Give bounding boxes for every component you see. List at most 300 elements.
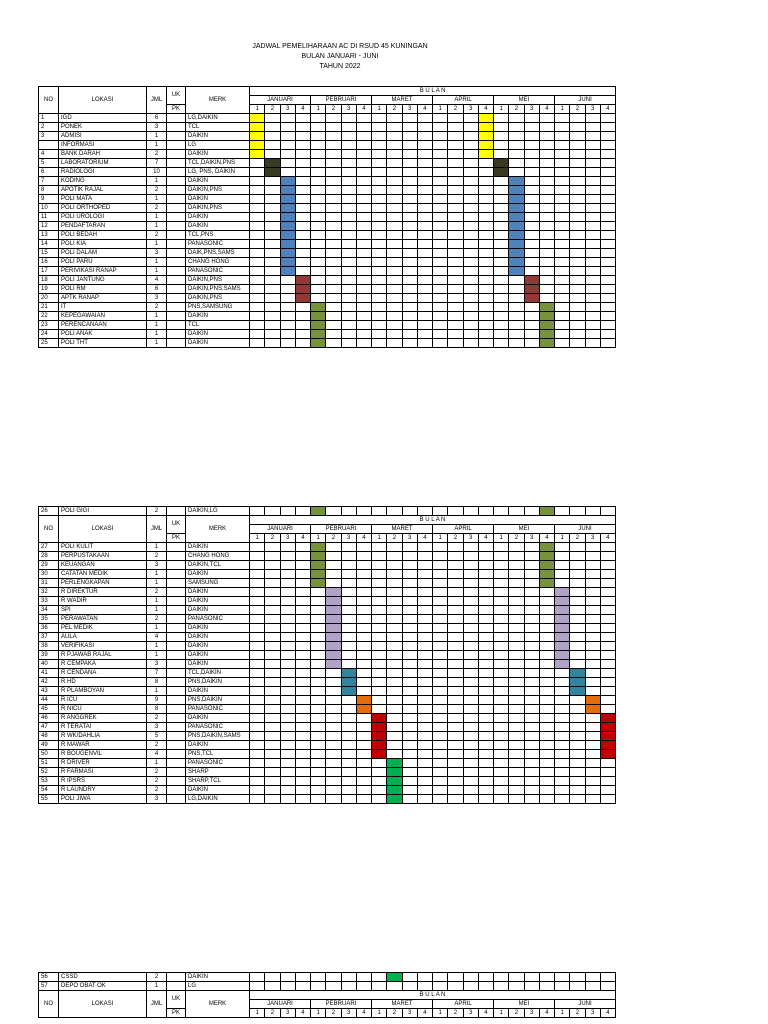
- row-uk: [167, 114, 186, 123]
- schedule-cell: [448, 231, 463, 240]
- week-header: 3: [402, 534, 417, 543]
- schedule-cell: [280, 552, 295, 561]
- schedule-cell: [402, 321, 417, 330]
- schedule-cell: [555, 339, 570, 348]
- schedule-cell-filled: [478, 150, 493, 159]
- schedule-cell: [250, 705, 265, 714]
- schedule-cell: [570, 660, 585, 669]
- schedule-cell: [295, 561, 310, 570]
- schedule-cell: [494, 795, 509, 804]
- schedule-cell: [585, 240, 600, 249]
- schedule-cell: [311, 258, 326, 267]
- schedule-cell: [295, 303, 310, 312]
- schedule-cell: [524, 669, 539, 678]
- schedule-cell: [341, 651, 356, 660]
- row-jml: 3: [147, 660, 167, 669]
- schedule-cell: [524, 777, 539, 786]
- schedule-cell: [478, 177, 493, 186]
- schedule-cell: [326, 543, 341, 552]
- schedule-cell: [280, 276, 295, 285]
- schedule-cell: [265, 732, 280, 741]
- schedule-cell: [433, 195, 448, 204]
- schedule-cell: [402, 795, 417, 804]
- schedule-cell: [372, 678, 387, 687]
- schedule-cell: [494, 642, 509, 651]
- schedule-cell-filled: [326, 642, 341, 651]
- schedule-cell: [295, 588, 310, 597]
- schedule-cell: [250, 159, 265, 168]
- schedule-cell: [311, 186, 326, 195]
- row-jml: 3: [147, 795, 167, 804]
- month-header: JANUARI: [250, 1000, 311, 1009]
- row-uk: [167, 696, 186, 705]
- table-row: [39, 240, 616, 249]
- schedule-cell: [524, 222, 539, 231]
- row-jml: 3: [147, 123, 167, 132]
- schedule-cell: [555, 552, 570, 561]
- schedule-cell: [524, 579, 539, 588]
- row-lokasi: R LAUNDRY: [59, 786, 147, 795]
- schedule-cell-filled: [570, 687, 585, 696]
- row-no: 7: [39, 177, 59, 186]
- schedule-cell: [326, 123, 341, 132]
- schedule-cell: [402, 678, 417, 687]
- schedule-cell: [250, 231, 265, 240]
- row-lokasi: R DRIVER: [59, 759, 147, 768]
- schedule-cell: [524, 982, 539, 991]
- schedule-cell: [433, 651, 448, 660]
- schedule-cell: [372, 615, 387, 624]
- schedule-cell: [417, 303, 432, 312]
- schedule-cell: [280, 588, 295, 597]
- schedule-cell: [356, 786, 371, 795]
- schedule-cell: [448, 507, 463, 516]
- schedule-cell: [265, 982, 280, 991]
- schedule-cell: [600, 982, 615, 991]
- schedule-cell: [280, 150, 295, 159]
- schedule-cell: [250, 552, 265, 561]
- schedule-cell: [570, 750, 585, 759]
- schedule-cell: [295, 168, 310, 177]
- schedule-cell: [356, 597, 371, 606]
- schedule-cell: [372, 231, 387, 240]
- schedule-cell: [494, 543, 509, 552]
- schedule-cell: [356, 732, 371, 741]
- schedule-cell: [448, 195, 463, 204]
- schedule-cell: [402, 982, 417, 991]
- schedule-cell: [600, 303, 615, 312]
- schedule-cell: [372, 973, 387, 982]
- schedule-cell: [250, 660, 265, 669]
- schedule-cell: [387, 678, 402, 687]
- schedule-cell: [356, 982, 371, 991]
- schedule-cell: [311, 741, 326, 750]
- schedule-cell: [265, 213, 280, 222]
- schedule-cell: [326, 222, 341, 231]
- schedule-cell: [372, 570, 387, 579]
- row-lokasi: AULA: [59, 633, 147, 642]
- schedule-cell: [250, 597, 265, 606]
- schedule-cell: [402, 570, 417, 579]
- schedule-cell: [448, 678, 463, 687]
- schedule-cell: [417, 660, 432, 669]
- schedule-cell: [539, 168, 554, 177]
- schedule-cell: [570, 204, 585, 213]
- schedule-cell: [372, 168, 387, 177]
- schedule-cell: [524, 705, 539, 714]
- schedule-cell: [265, 777, 280, 786]
- schedule-cell: [570, 123, 585, 132]
- week-header: 3: [280, 105, 295, 114]
- schedule-cell: [494, 303, 509, 312]
- schedule-cell: [311, 276, 326, 285]
- schedule-cell: [570, 786, 585, 795]
- schedule-cell: [402, 123, 417, 132]
- schedule-cell: [524, 759, 539, 768]
- schedule-cell: [417, 249, 432, 258]
- week-header: 2: [509, 105, 524, 114]
- schedule-cell: [463, 258, 478, 267]
- schedule-cell: [372, 276, 387, 285]
- schedule-cell: [250, 669, 265, 678]
- schedule-cell: [463, 624, 478, 633]
- schedule-cell: [448, 168, 463, 177]
- schedule-cell: [250, 561, 265, 570]
- row-jml: 2: [147, 714, 167, 723]
- week-header: 3: [280, 534, 295, 543]
- schedule-cell: [494, 579, 509, 588]
- schedule-cell: [402, 222, 417, 231]
- week-header: 1: [555, 1009, 570, 1018]
- schedule-cell: [463, 982, 478, 991]
- schedule-cell: [280, 330, 295, 339]
- row-no: 50: [39, 750, 59, 759]
- schedule-cell-filled: [295, 276, 310, 285]
- row-no: 18: [39, 276, 59, 285]
- schedule-cell: [356, 723, 371, 732]
- row-uk: [167, 597, 186, 606]
- schedule-cell: [280, 570, 295, 579]
- schedule-cell: [356, 132, 371, 141]
- schedule-cell: [265, 195, 280, 204]
- schedule-cell: [402, 741, 417, 750]
- row-uk: [167, 588, 186, 597]
- schedule-cell: [433, 303, 448, 312]
- row-merk: SAMSUNG: [186, 579, 250, 588]
- schedule-cell-filled: [311, 552, 326, 561]
- schedule-cell: [280, 597, 295, 606]
- row-uk: [167, 240, 186, 249]
- schedule-cell: [341, 141, 356, 150]
- schedule-cell: [250, 750, 265, 759]
- row-lokasi: RADIOLOGI: [59, 168, 147, 177]
- row-jml: 1: [147, 321, 167, 330]
- schedule-cell: [585, 231, 600, 240]
- table-row: [39, 339, 616, 348]
- row-jml: 4: [147, 633, 167, 642]
- week-header: 4: [295, 1009, 310, 1018]
- schedule-cell: [311, 678, 326, 687]
- schedule-cell: [250, 195, 265, 204]
- schedule-cell: [463, 786, 478, 795]
- schedule-cell: [311, 177, 326, 186]
- schedule-cell: [356, 114, 371, 123]
- schedule-cell: [448, 123, 463, 132]
- schedule-cell: [280, 786, 295, 795]
- schedule-cell: [341, 714, 356, 723]
- schedule-cell: [494, 267, 509, 276]
- schedule-cell: [539, 114, 554, 123]
- week-header: 3: [402, 105, 417, 114]
- schedule-cell: [524, 249, 539, 258]
- schedule-cell: [600, 186, 615, 195]
- schedule-cell: [372, 195, 387, 204]
- schedule-cell: [478, 303, 493, 312]
- schedule-cell: [494, 240, 509, 249]
- header-jml: JML: [147, 87, 167, 114]
- schedule-cell: [433, 714, 448, 723]
- schedule-cell-filled: [524, 276, 539, 285]
- row-lokasi: POLI MATA: [59, 195, 147, 204]
- schedule-cell: [570, 321, 585, 330]
- schedule-cell: [372, 321, 387, 330]
- schedule-cell: [280, 669, 295, 678]
- row-uk: [167, 249, 186, 258]
- row-merk: DAIKIN: [186, 570, 250, 579]
- row-no: 23: [39, 321, 59, 330]
- schedule-cell: [311, 973, 326, 982]
- schedule-cell: [265, 294, 280, 303]
- schedule-cell: [433, 642, 448, 651]
- schedule-cell: [295, 543, 310, 552]
- schedule-cell: [387, 123, 402, 132]
- schedule-cell: [417, 768, 432, 777]
- schedule-cell: [326, 141, 341, 150]
- schedule-cell: [265, 669, 280, 678]
- schedule-cell: [402, 213, 417, 222]
- week-header: 1: [433, 534, 448, 543]
- table-row: [39, 267, 616, 276]
- schedule-cell: [387, 267, 402, 276]
- schedule-cell: [341, 276, 356, 285]
- week-header: 3: [585, 1009, 600, 1018]
- week-header: 4: [600, 1009, 615, 1018]
- row-lokasi: CATATAN MEDIK: [59, 570, 147, 579]
- schedule-cell: [387, 624, 402, 633]
- row-uk: [167, 606, 186, 615]
- schedule-cell: [463, 330, 478, 339]
- schedule-cell: [295, 732, 310, 741]
- schedule-cell: [356, 615, 371, 624]
- row-jml: 2: [147, 150, 167, 159]
- schedule-cell: [295, 786, 310, 795]
- schedule-cell: [463, 714, 478, 723]
- schedule-cell: [402, 768, 417, 777]
- schedule-cell: [295, 982, 310, 991]
- row-uk: [167, 132, 186, 141]
- schedule-cell: [295, 330, 310, 339]
- schedule-cell: [570, 642, 585, 651]
- schedule-cell: [433, 159, 448, 168]
- schedule-cell-filled: [387, 759, 402, 768]
- schedule-cell: [341, 973, 356, 982]
- row-merk: DAIKIN,PNS: [186, 276, 250, 285]
- schedule-cell: [448, 651, 463, 660]
- schedule-cell: [494, 177, 509, 186]
- schedule-cell: [433, 312, 448, 321]
- schedule-cell: [326, 321, 341, 330]
- schedule-cell: [417, 177, 432, 186]
- schedule-cell: [524, 195, 539, 204]
- schedule-cell: [600, 231, 615, 240]
- schedule-cell: [356, 186, 371, 195]
- schedule-cell: [356, 294, 371, 303]
- schedule-cell: [356, 606, 371, 615]
- schedule-cell: [463, 651, 478, 660]
- schedule-cell: [600, 615, 615, 624]
- schedule-cell: [250, 768, 265, 777]
- schedule-cell: [433, 222, 448, 231]
- schedule-cell: [265, 579, 280, 588]
- schedule-cell: [463, 552, 478, 561]
- schedule-cell: [570, 588, 585, 597]
- schedule-cell: [509, 714, 524, 723]
- schedule-cell: [265, 642, 280, 651]
- schedule-cell: [295, 750, 310, 759]
- row-uk: [167, 651, 186, 660]
- schedule-cell: [494, 624, 509, 633]
- row-lokasi: KODING: [59, 177, 147, 186]
- table-row: [39, 741, 616, 750]
- schedule-cell: [524, 186, 539, 195]
- schedule-cell: [478, 231, 493, 240]
- schedule-cell: [570, 222, 585, 231]
- schedule-cell-filled: [326, 597, 341, 606]
- schedule-cell: [524, 312, 539, 321]
- schedule-cell: [387, 570, 402, 579]
- schedule-cell: [555, 231, 570, 240]
- schedule-cell: [295, 723, 310, 732]
- week-header: 1: [372, 105, 387, 114]
- schedule-cell: [509, 777, 524, 786]
- schedule-cell: [555, 732, 570, 741]
- schedule-cell: [478, 267, 493, 276]
- row-no: 6: [39, 168, 59, 177]
- schedule-cell: [600, 606, 615, 615]
- schedule-cell: [417, 507, 432, 516]
- schedule-cell: [326, 168, 341, 177]
- schedule-cell: [265, 714, 280, 723]
- schedule-cell: [463, 276, 478, 285]
- schedule-cell: [250, 696, 265, 705]
- row-uk: [167, 678, 186, 687]
- schedule-cell: [600, 777, 615, 786]
- schedule-cell: [524, 123, 539, 132]
- schedule-cell: [341, 303, 356, 312]
- schedule-cell-filled: [494, 168, 509, 177]
- schedule-cell: [265, 705, 280, 714]
- schedule-cell: [555, 222, 570, 231]
- schedule-cell-filled: [311, 312, 326, 321]
- schedule-cell: [570, 570, 585, 579]
- schedule-cell: [372, 579, 387, 588]
- schedule-cell: [600, 168, 615, 177]
- schedule-cell: [555, 321, 570, 330]
- schedule-cell: [341, 330, 356, 339]
- schedule-cell: [448, 982, 463, 991]
- schedule-cell: [494, 123, 509, 132]
- schedule-cell: [509, 669, 524, 678]
- schedule-cell: [417, 339, 432, 348]
- row-merk: DAIKIN: [186, 222, 250, 231]
- schedule-cell: [585, 750, 600, 759]
- row-uk: [167, 723, 186, 732]
- schedule-cell: [402, 141, 417, 150]
- schedule-cell: [478, 669, 493, 678]
- schedule-cell: [494, 195, 509, 204]
- schedule-cell: [402, 633, 417, 642]
- schedule-cell: [402, 285, 417, 294]
- schedule-cell: [448, 714, 463, 723]
- schedule-cell: [524, 696, 539, 705]
- schedule-cell: [417, 642, 432, 651]
- schedule-cell: [387, 312, 402, 321]
- schedule-cell: [555, 750, 570, 759]
- schedule-cell: [372, 330, 387, 339]
- schedule-cell: [478, 579, 493, 588]
- schedule-cell: [372, 159, 387, 168]
- schedule-cell: [585, 633, 600, 642]
- schedule-cell: [311, 195, 326, 204]
- row-merk: DAIKIN: [186, 651, 250, 660]
- header-merk: MERK: [186, 991, 250, 1018]
- schedule-cell: [387, 213, 402, 222]
- schedule-cell: [341, 633, 356, 642]
- schedule-cell: [600, 642, 615, 651]
- header-bulan: B U L A N: [250, 516, 616, 525]
- row-no: 39: [39, 651, 59, 660]
- schedule-cell: [509, 678, 524, 687]
- row-merk: DAIKIN: [186, 588, 250, 597]
- schedule-cell: [448, 669, 463, 678]
- schedule-cell: [341, 213, 356, 222]
- schedule-cell: [600, 339, 615, 348]
- schedule-cell: [448, 660, 463, 669]
- row-merk: PNS,DAIKIN: [186, 678, 250, 687]
- schedule-cell: [433, 123, 448, 132]
- header-uk: UK: [167, 516, 186, 534]
- schedule-cell: [250, 982, 265, 991]
- row-merk: DAIKIN: [186, 660, 250, 669]
- schedule-grid: [38, 972, 616, 1018]
- schedule-cell: [341, 294, 356, 303]
- schedule-cell: [250, 330, 265, 339]
- schedule-cell: [265, 786, 280, 795]
- schedule-cell-filled: [570, 669, 585, 678]
- schedule-cell: [356, 507, 371, 516]
- row-merk: LG, PNS, DAIKIN: [186, 168, 250, 177]
- schedule-cell: [494, 732, 509, 741]
- schedule-cell: [570, 561, 585, 570]
- row-jml: 6: [147, 114, 167, 123]
- schedule-cell: [585, 312, 600, 321]
- schedule-grid: [38, 86, 616, 348]
- schedule-cell: [555, 114, 570, 123]
- schedule-cell: [433, 633, 448, 642]
- schedule-cell: [478, 321, 493, 330]
- table-row: [39, 678, 616, 687]
- row-no: 26: [39, 507, 59, 516]
